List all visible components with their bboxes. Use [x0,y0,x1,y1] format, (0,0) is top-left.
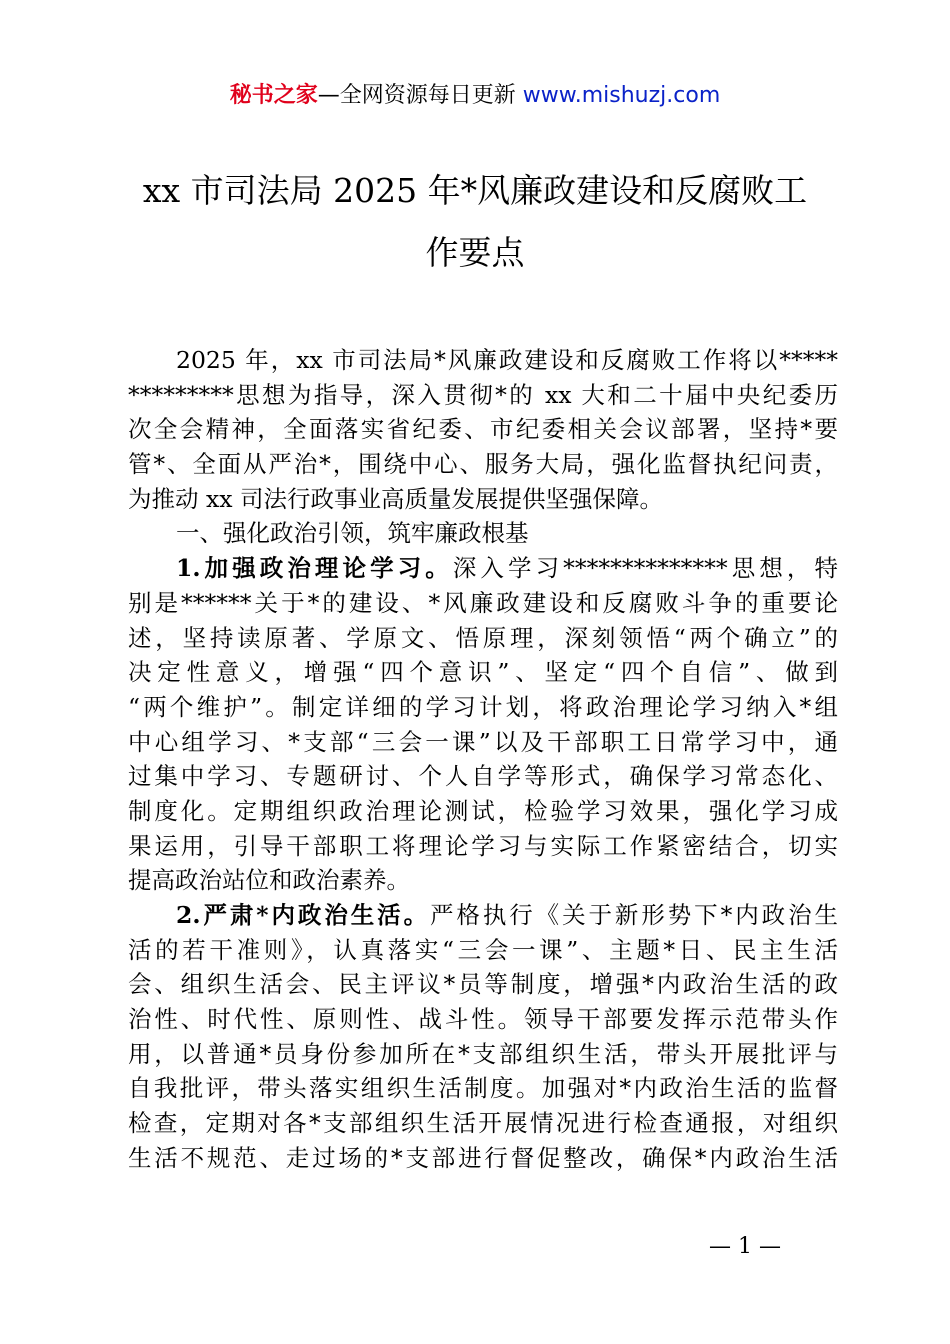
site-url-link[interactable]: www.mishuzj.com [522,83,721,108]
item-2-line: 用，以普通*员身份参加所在*支部组织生活，带头开展批评与 [128,1039,838,1068]
item-1-line: 中心组学习、*支部“三会一课”以及干部职工日常学习中，通 [128,727,838,756]
item-1-text: 深入学习**************思想，特 [452,554,838,583]
item-2-first-line [128,898,838,933]
document-body [128,343,838,1176]
page-number: — 1 — [709,1234,781,1259]
title-line-2: 作要点 [425,233,525,272]
intro-line: *********思想为指导，深入贯彻*的 xx 大和二十届中央纪委历 [128,380,838,409]
item-2-line: 会、组织生活会、民主评议*员等制度，增强*内政治生活的政 [128,970,838,999]
item-1-line: 述，坚持读原著、学原文、悟原理，深刻领悟“两个确立”的 [128,623,838,652]
item-1-line: 过集中学习、专题研讨、个人自学等形式，确保学习常态化、 [128,762,838,791]
item-2-text: 严格执行《关于新形势下*内政治生 [430,901,839,929]
item-1-line: “两个维护”。制定详细的学习计划，将政治理论学习纳入*组 [128,692,838,721]
item-1-first-line [128,551,838,586]
item-1-line: 别是******关于*的建设、*风廉政建设和反腐败斗争的重要论 [128,588,838,617]
site-brand: 秘书之家 [229,83,318,108]
document-title [120,160,830,284]
item-1-line: 制度化。定期组织政治理论测试，检验学习效果，强化学习成 [128,796,838,825]
intro-line: 为推动 xx 司法行政事业高质量发展提供坚强保障。 [128,484,663,513]
intro-line: 管*、全面从严治*，围绕中心、服务大局，强化监督执纪问责， [128,450,838,479]
site-banner [0,80,950,112]
item-1-heading: 1.加强政治理论学习。 [176,554,453,583]
item-2-line: 检查，定期对各*支部组织生活开展情况进行检查通报，对组织 [128,1109,838,1138]
intro-line: 2025 年，xx 市司法局*风廉政建设和反腐败工作将以***** [176,346,838,374]
item-1-line: 决定性意义，增强“四个意识”、坚定“四个自信”、做到 [128,658,838,687]
title-line-1: xx 市司法局 2025 年*风廉政建设和反腐败工 [142,171,808,210]
item-2-line: 自我批评，带头落实组织生活制度。加强对*内政治生活的监督 [128,1074,838,1103]
section-heading: 一、强化政治引领，筑牢廉政根基 [176,519,529,548]
item-1-line: 提高政治站位和政治素养。 [128,866,410,895]
item-2-line: 治性、时代性、原则性、战斗性。领导干部要发挥示范带头作 [128,1005,838,1034]
item-1-line: 果运用，引导干部职工将理论学习与实际工作紧密结合，切实 [128,831,838,860]
item-2-line: 生活不规范、走过场的*支部进行督促整改，确保*内政治生活 [128,1143,838,1172]
item-2-line: 活的若干准则》，认真落实“三会一课”、主题*日、民主生活 [128,935,838,964]
intro-line: 次全会精神，全面落实省纪委、市纪委相关会议部署，坚持*要 [128,415,838,444]
item-2-heading: 2.严肃*内政治生活。 [176,901,430,929]
site-tagline: —全网资源每日更新 [317,83,523,108]
